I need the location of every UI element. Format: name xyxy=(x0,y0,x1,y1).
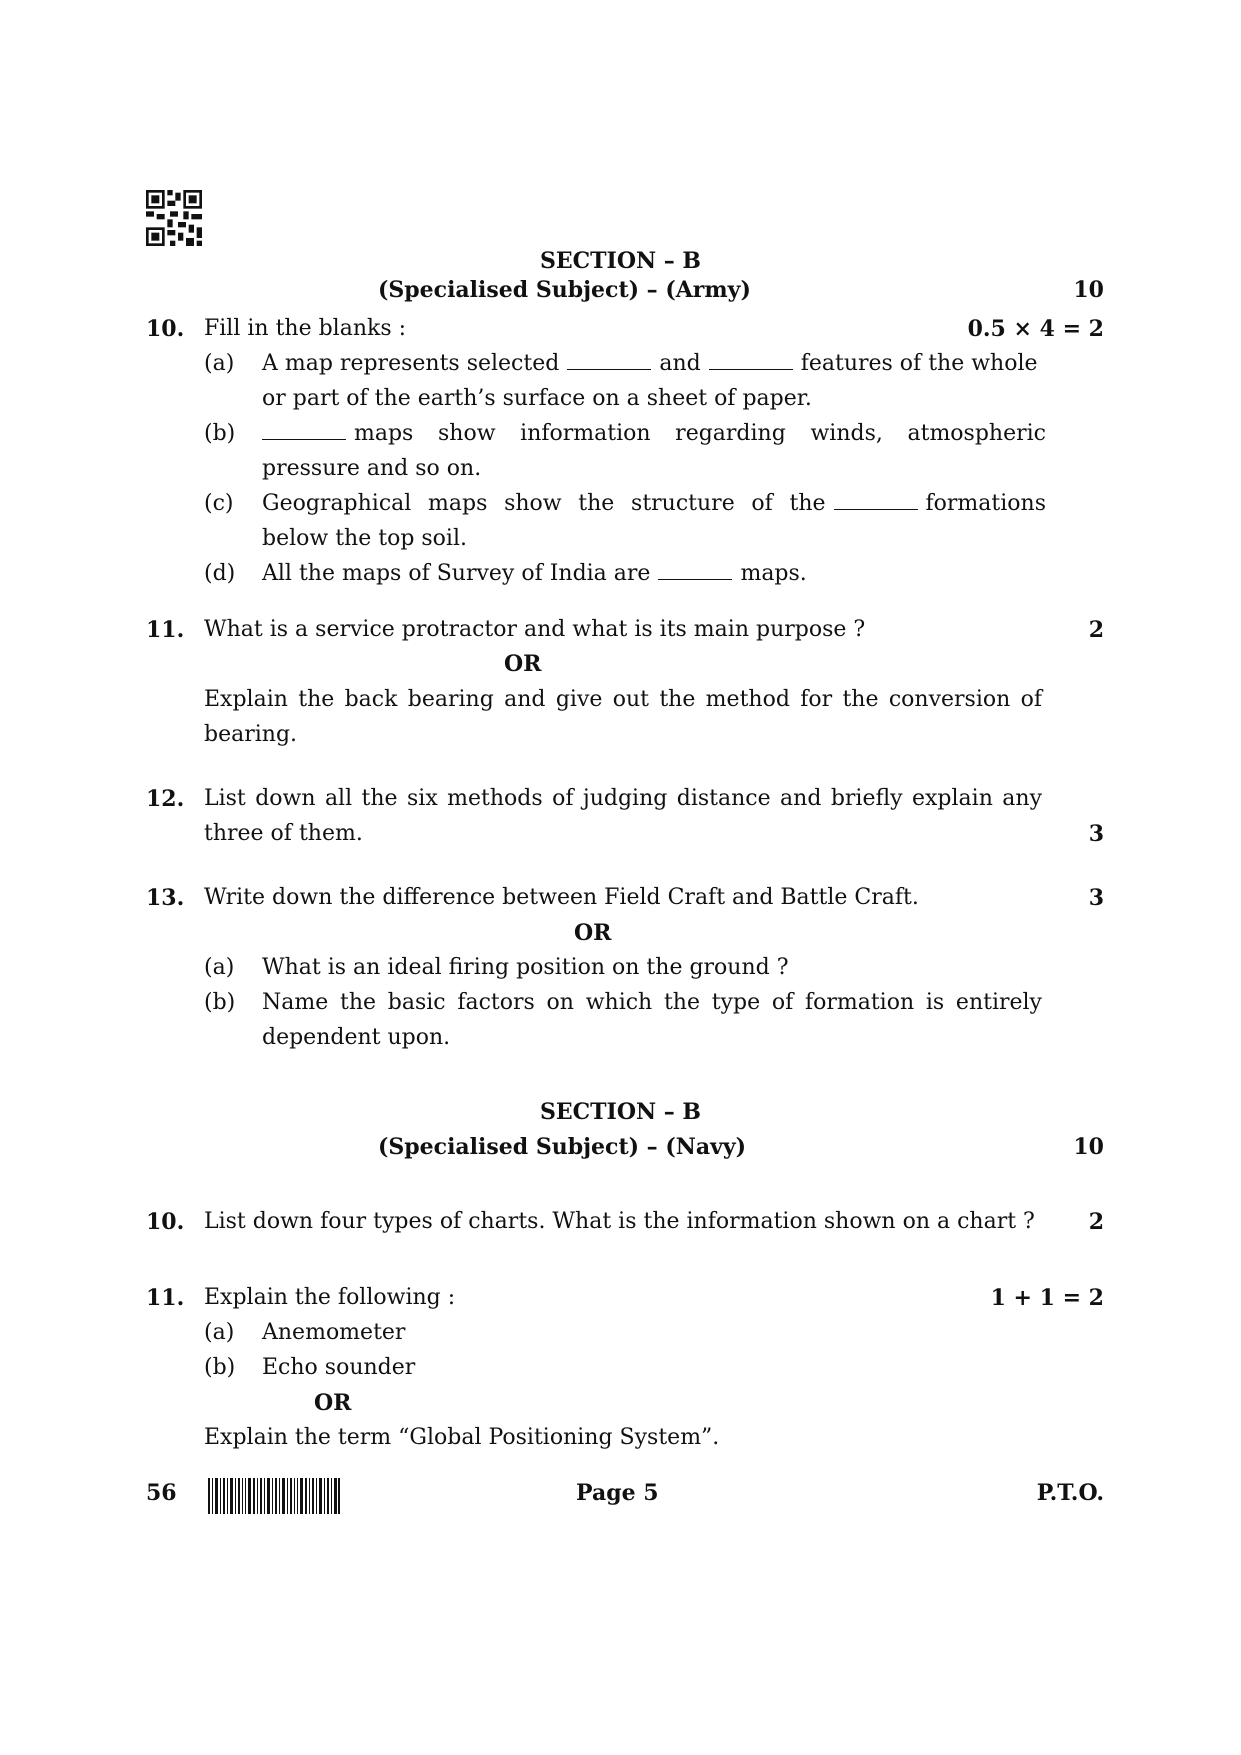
question-number: 10. xyxy=(146,1209,185,1235)
section-title-army: SECTION – B xyxy=(539,248,701,274)
barcode-icon xyxy=(208,1478,340,1514)
sub-label: (a) xyxy=(204,351,235,376)
answer-blank xyxy=(567,351,651,370)
question-marks: 2 xyxy=(1088,1209,1104,1235)
section-marks-army: 10 xyxy=(1073,277,1104,303)
question-number: 11. xyxy=(146,1285,185,1311)
sub-question-d: All the maps of Survey of India are maps. xyxy=(262,561,807,586)
or-label: OR xyxy=(504,651,542,677)
paper-code: 56 xyxy=(146,1480,177,1506)
sub-question-text: pressure and so on. xyxy=(262,456,482,481)
sub-question-b: maps show information regarding winds, atmospheric xyxy=(262,421,1046,446)
sub-question-b: Echo sounder xyxy=(262,1355,416,1380)
question-text: What is a service protractor and what is its main purpose ? xyxy=(204,617,866,642)
sub-label: (d) xyxy=(204,561,236,586)
question-text: List down four types of charts. What is the information shown on a chart ? xyxy=(204,1209,1035,1234)
question-text: List down all the six methods of judging distance and briefly explain any xyxy=(204,786,1042,811)
page-number: Page 5 xyxy=(576,1480,659,1506)
answer-blank xyxy=(834,491,918,510)
sub-question-a: What is an ideal firing position on the ground ? xyxy=(262,955,789,980)
question-number: 10. xyxy=(146,316,185,342)
sub-question-a: Anemometer xyxy=(262,1320,406,1345)
pto-label: P.T.O. xyxy=(1036,1480,1104,1506)
question-marks: 3 xyxy=(1088,821,1104,847)
section-marks-navy: 10 xyxy=(1073,1134,1104,1160)
question-marks: 3 xyxy=(1088,885,1104,911)
sub-question-text: or part of the earth’s surface on a sheet of paper. xyxy=(262,386,812,411)
sub-label: (c) xyxy=(204,491,234,516)
answer-blank xyxy=(658,561,732,580)
or-label: OR xyxy=(314,1390,352,1416)
question-alt-text: Explain the term “Global Positioning System”. xyxy=(204,1425,720,1450)
qr-code-icon xyxy=(146,190,202,246)
question-text: three of them. xyxy=(204,821,363,846)
sub-question-a: A map represents selected and features of the whole xyxy=(262,351,1038,376)
sub-question-text: dependent upon. xyxy=(262,1025,451,1050)
question-number: 12. xyxy=(146,786,185,812)
question-text: Fill in the blanks : xyxy=(204,316,407,341)
sub-label: (b) xyxy=(204,421,236,446)
section-title-navy: SECTION – B xyxy=(539,1099,701,1125)
question-marks: 0.5 × 4 = 2 xyxy=(967,316,1104,342)
section-subject-army: (Specialised Subject) – (Army) xyxy=(378,277,751,303)
sub-label: (a) xyxy=(204,1320,235,1345)
question-marks: 1 + 1 = 2 xyxy=(990,1285,1104,1311)
or-label: OR xyxy=(574,920,612,946)
sub-label: (b) xyxy=(204,990,236,1015)
question-alt-text: bearing. xyxy=(204,722,298,747)
question-number: 13. xyxy=(146,885,185,911)
question-marks: 2 xyxy=(1088,617,1104,643)
sub-question-b: Name the basic factors on which the type of formation is entirely xyxy=(262,990,1042,1015)
sub-label: (b) xyxy=(204,1355,236,1380)
sub-question-text: below the top soil. xyxy=(262,526,467,551)
sub-label: (a) xyxy=(204,955,235,980)
question-number: 11. xyxy=(146,617,185,643)
section-subject-navy: (Specialised Subject) – (Navy) xyxy=(378,1134,747,1160)
answer-blank xyxy=(262,421,346,440)
question-text: Write down the difference between Field Craft and Battle Craft. xyxy=(204,885,919,910)
answer-blank xyxy=(709,351,793,370)
question-text: Explain the following : xyxy=(204,1285,456,1310)
question-alt-text: Explain the back bearing and give out the method for the conversion of xyxy=(204,687,1042,712)
sub-question-c: Geographical maps show the structure of the formations xyxy=(262,491,1046,516)
